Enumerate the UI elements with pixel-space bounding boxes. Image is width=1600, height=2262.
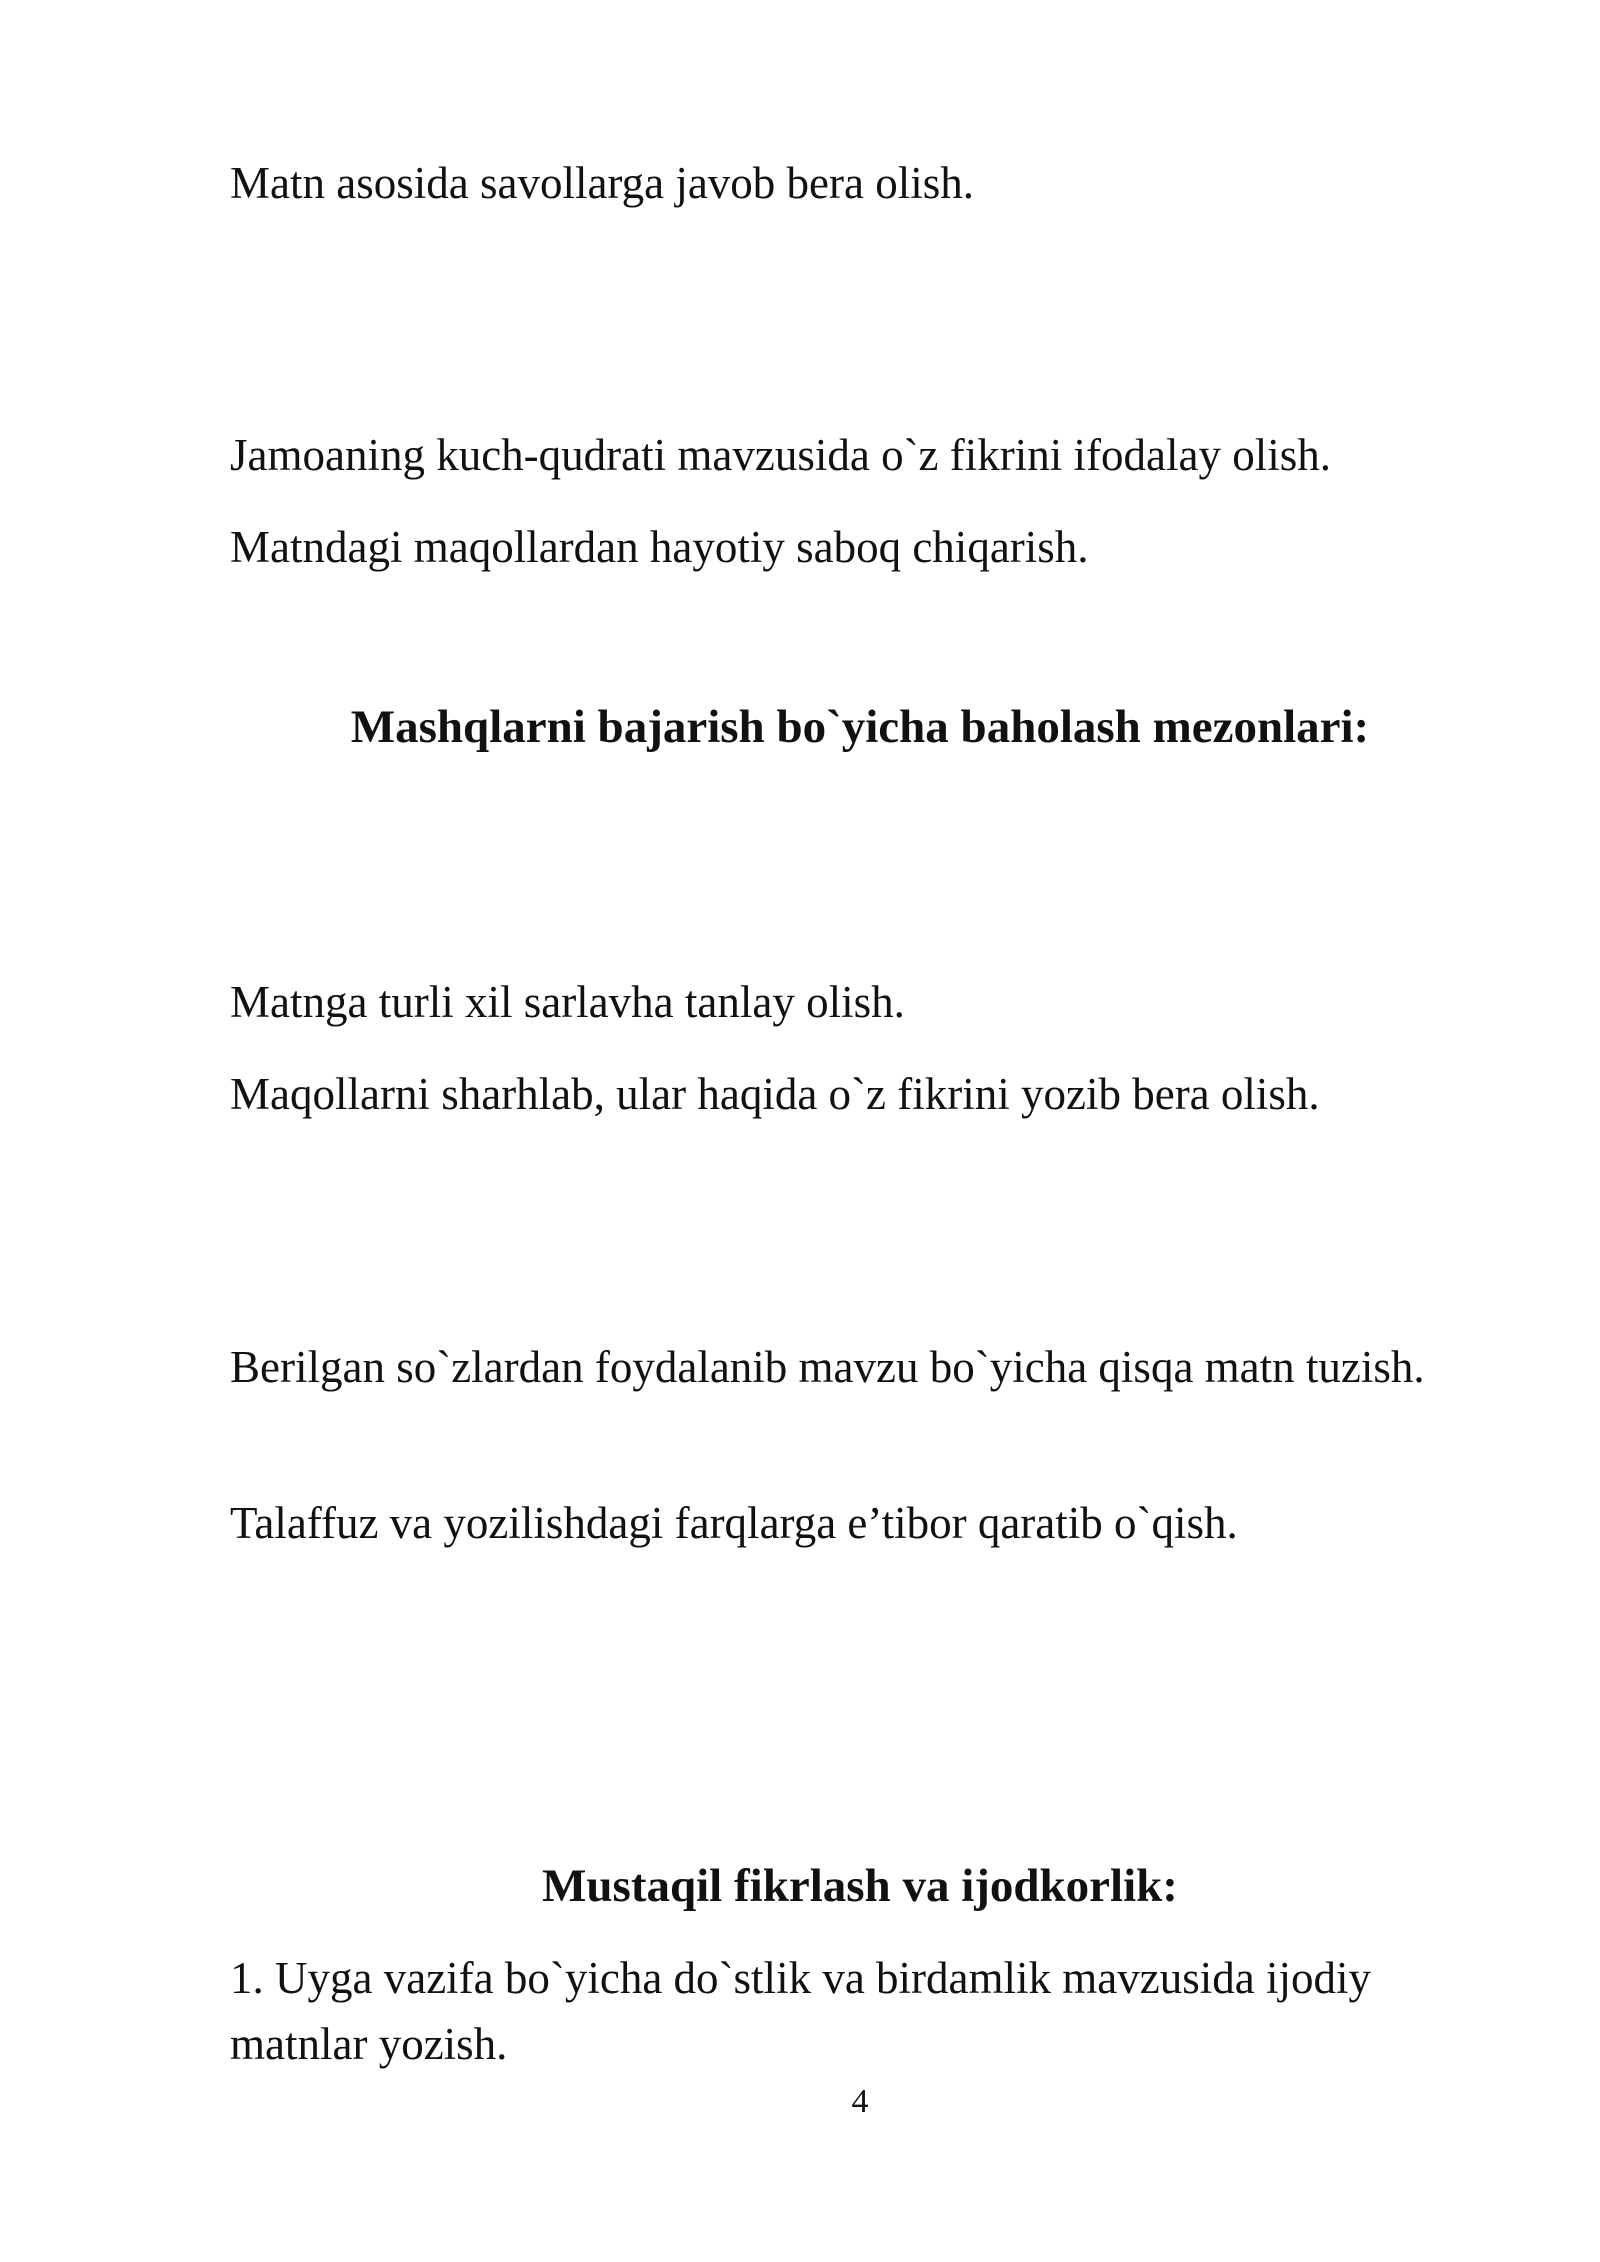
- section-heading-criteria: Mashqlarni bajarish bo`yicha baholash mezonlari:: [350, 701, 1370, 753]
- paragraph-express-opinion: Jamoaning kuch-qudrati mavzusida o`z fikrini ifodalay olish.: [230, 430, 1331, 480]
- section-heading-independent-thinking: Mustaqil fikrlash va ijodkorlik:: [542, 1860, 1178, 1912]
- paragraph-choose-title: Matnga turli xil sarlavha tanlay olish.: [230, 977, 905, 1027]
- paragraph-proverbs-lesson: Matndagi maqollardan hayotiy saboq chiqarish.: [230, 522, 1089, 572]
- list-item-homework: 1. Uyga vazifa bo`yicha do`stlik va birdamlik mavzusida ijodiy matnlar yozish.: [230, 1953, 1371, 2069]
- paragraph-pronunciation-reading: Talaffuz va yozilishdagi farqlarga e’tibor qaratib o`qish.: [230, 1498, 1238, 1548]
- page-number: 4: [851, 2083, 869, 2120]
- paragraph-answer-questions: Matn asosida savollarga javob bera olish.: [230, 158, 974, 208]
- paragraph-compose-text: Berilgan so`zlardan foydalanib mavzu bo`yicha qisqa matn tuzish.: [230, 1342, 1425, 1392]
- paragraph-interpret-proverbs: Maqollarni sharhlab, ular haqida o`z fikrini yozib bera olish.: [230, 1069, 1320, 1119]
